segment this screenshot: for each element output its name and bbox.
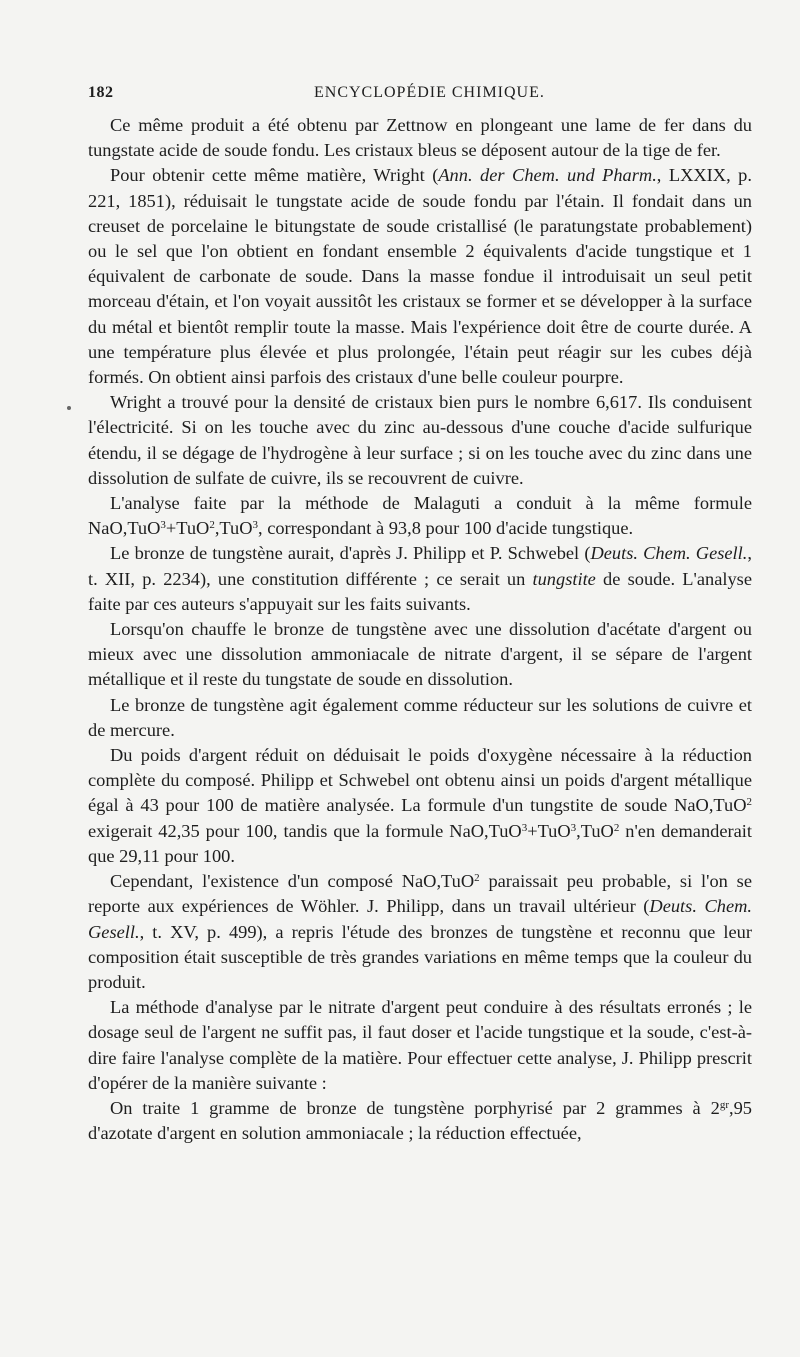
paragraph: L'analyse faite par la méthode de Malaguti a conduit à la même formule NaO,TuO$^3$+TuO$^2$,TuO$^3$, correspondant à 93,8 pour 100 d'acide tungstique. (88, 493, 752, 539)
paragraph: Ce même produit a été obtenu par Zettnow en plongeant une lame de fer dans du tungstate acide de soude fondu. Les cristaux bleus se déposent autour de la tige de fer. (88, 115, 752, 161)
running-title: ENCYCLOPÉDIE CHIMIQUE. (314, 84, 545, 101)
paragraph: Cependant, l'existence d'un composé NaO,TuO$^2$ paraissait peu probable, si l'on se reporte aux expériences de Wöhler. J. Philipp, dans un travail ultérieur (Deuts. Chem. Gesell., t. XV, p. 499), a repris l'étude des bronzes de tungstène et reconnu que leur composition était susceptible de très grandes variations en même temps que la couleur du produit. (88, 871, 752, 992)
paragraph: Du poids d'argent réduit on déduisait le poids d'oxygène nécessaire à la réduction complète du composé. Philipp et Schwebel ont obtenu ainsi un poids d'argent métallique égal à 43 pour 100 de matière analysée. La formule d'un tungstite de soude NaO,TuO$^2$ exigerait 42,35 pour 100, tandis que la formule NaO,TuO$^3$+TuO$^3$,TuO$^2$ n'en demanderait que 29,11 pour 100. (88, 745, 752, 866)
paragraph: Wright a trouvé pour la densité de cristaux bien purs le nombre 6,617. Ils conduisent l'électricité. Si on les touche avec du zinc au-dessous d'une couche d'acide sulfurique étendu, il se dégage de l'hydrogène à leur surface ; si on les touche avec du zinc dans une dissolution de sulfate de cuivre, ils se recouvrent de cuivre. (88, 392, 752, 488)
paragraph: Pour obtenir cette même matière, Wright (Ann. der Chem. und Pharm., LXXIX, p. 221, 1851), réduisait le tungstate acide de soude fondu par l'étain. Il fondait dans un creuset de porcelaine le bitungstate de soude cristallisé (le paratungstate probablement) ou le sel que l'on obtient en fondant ensemble 2 équivalents d'acide tungstique et 1 équivalent de carbonate de soude. Dans la masse fondue il introduisait un seul petit morceau d'étain, et l'on voyait aussitôt les cristaux se former et se développer à la surface du métal et bientôt remplir toute la masse. Mais l'expérience doit être de courte durée. A une température plus élevée et plus prolongée, l'étain peut réagir sur les cubes déjà formés. On obtient ainsi parfois des cristaux d'une belle couleur pourpre. (88, 165, 752, 388)
page-number: 182 (88, 84, 114, 101)
paragraph: Le bronze de tungstène aurait, d'après J. Philipp et P. Schwebel (Deuts. Chem. Gesell., t. XII, p. 2234), une constitution différente ; ce serait un tungstite de soude. L'analyse faite par ces auteurs s'appuyait sur les faits suivants. (88, 543, 752, 614)
term: tungstite (532, 568, 596, 589)
paragraph: On traite 1 gramme de bronze de tungstène porphyrisé par 2 grammes à $2^{gr},95$ d'azotate d'argent en solution ammoniacale ; la réduction effectuée, (88, 1097, 752, 1144)
paragraph: La méthode d'analyse par le nitrate d'argent peut conduire à des résultats erronés ; le dosage seul de l'argent ne suffit pas, il faut doser et l'acide tungstique et la soude, c'est-à-dire faire l'analyse complète de la matière. Pour effectuer cette analyse, J. Philipp prescrit d'opérer de la manière suivante : (88, 997, 752, 1093)
paragraph: Lorsqu'on chauffe le bronze de tungstène avec une dissolution d'acétate d'argent ou mieux avec une dissolution ammoniacale de nitrate d'argent, il se sépare de l'argent métallique et il reste du tungstate de soude en dissolution. (88, 619, 752, 690)
running-header (88, 84, 750, 108)
citation: Ann. der Chem. und Pharm. (438, 165, 657, 186)
paragraph: Le bronze de tungstène agit également comme réducteur sur les solutions de cuivre et de mercure. (88, 694, 752, 740)
citation: Deuts. Chem. Gesell. (88, 896, 752, 942)
margin-dot (67, 406, 71, 410)
citation: Deuts. Chem. Gesell. (590, 543, 748, 564)
body-text (88, 113, 752, 1146)
